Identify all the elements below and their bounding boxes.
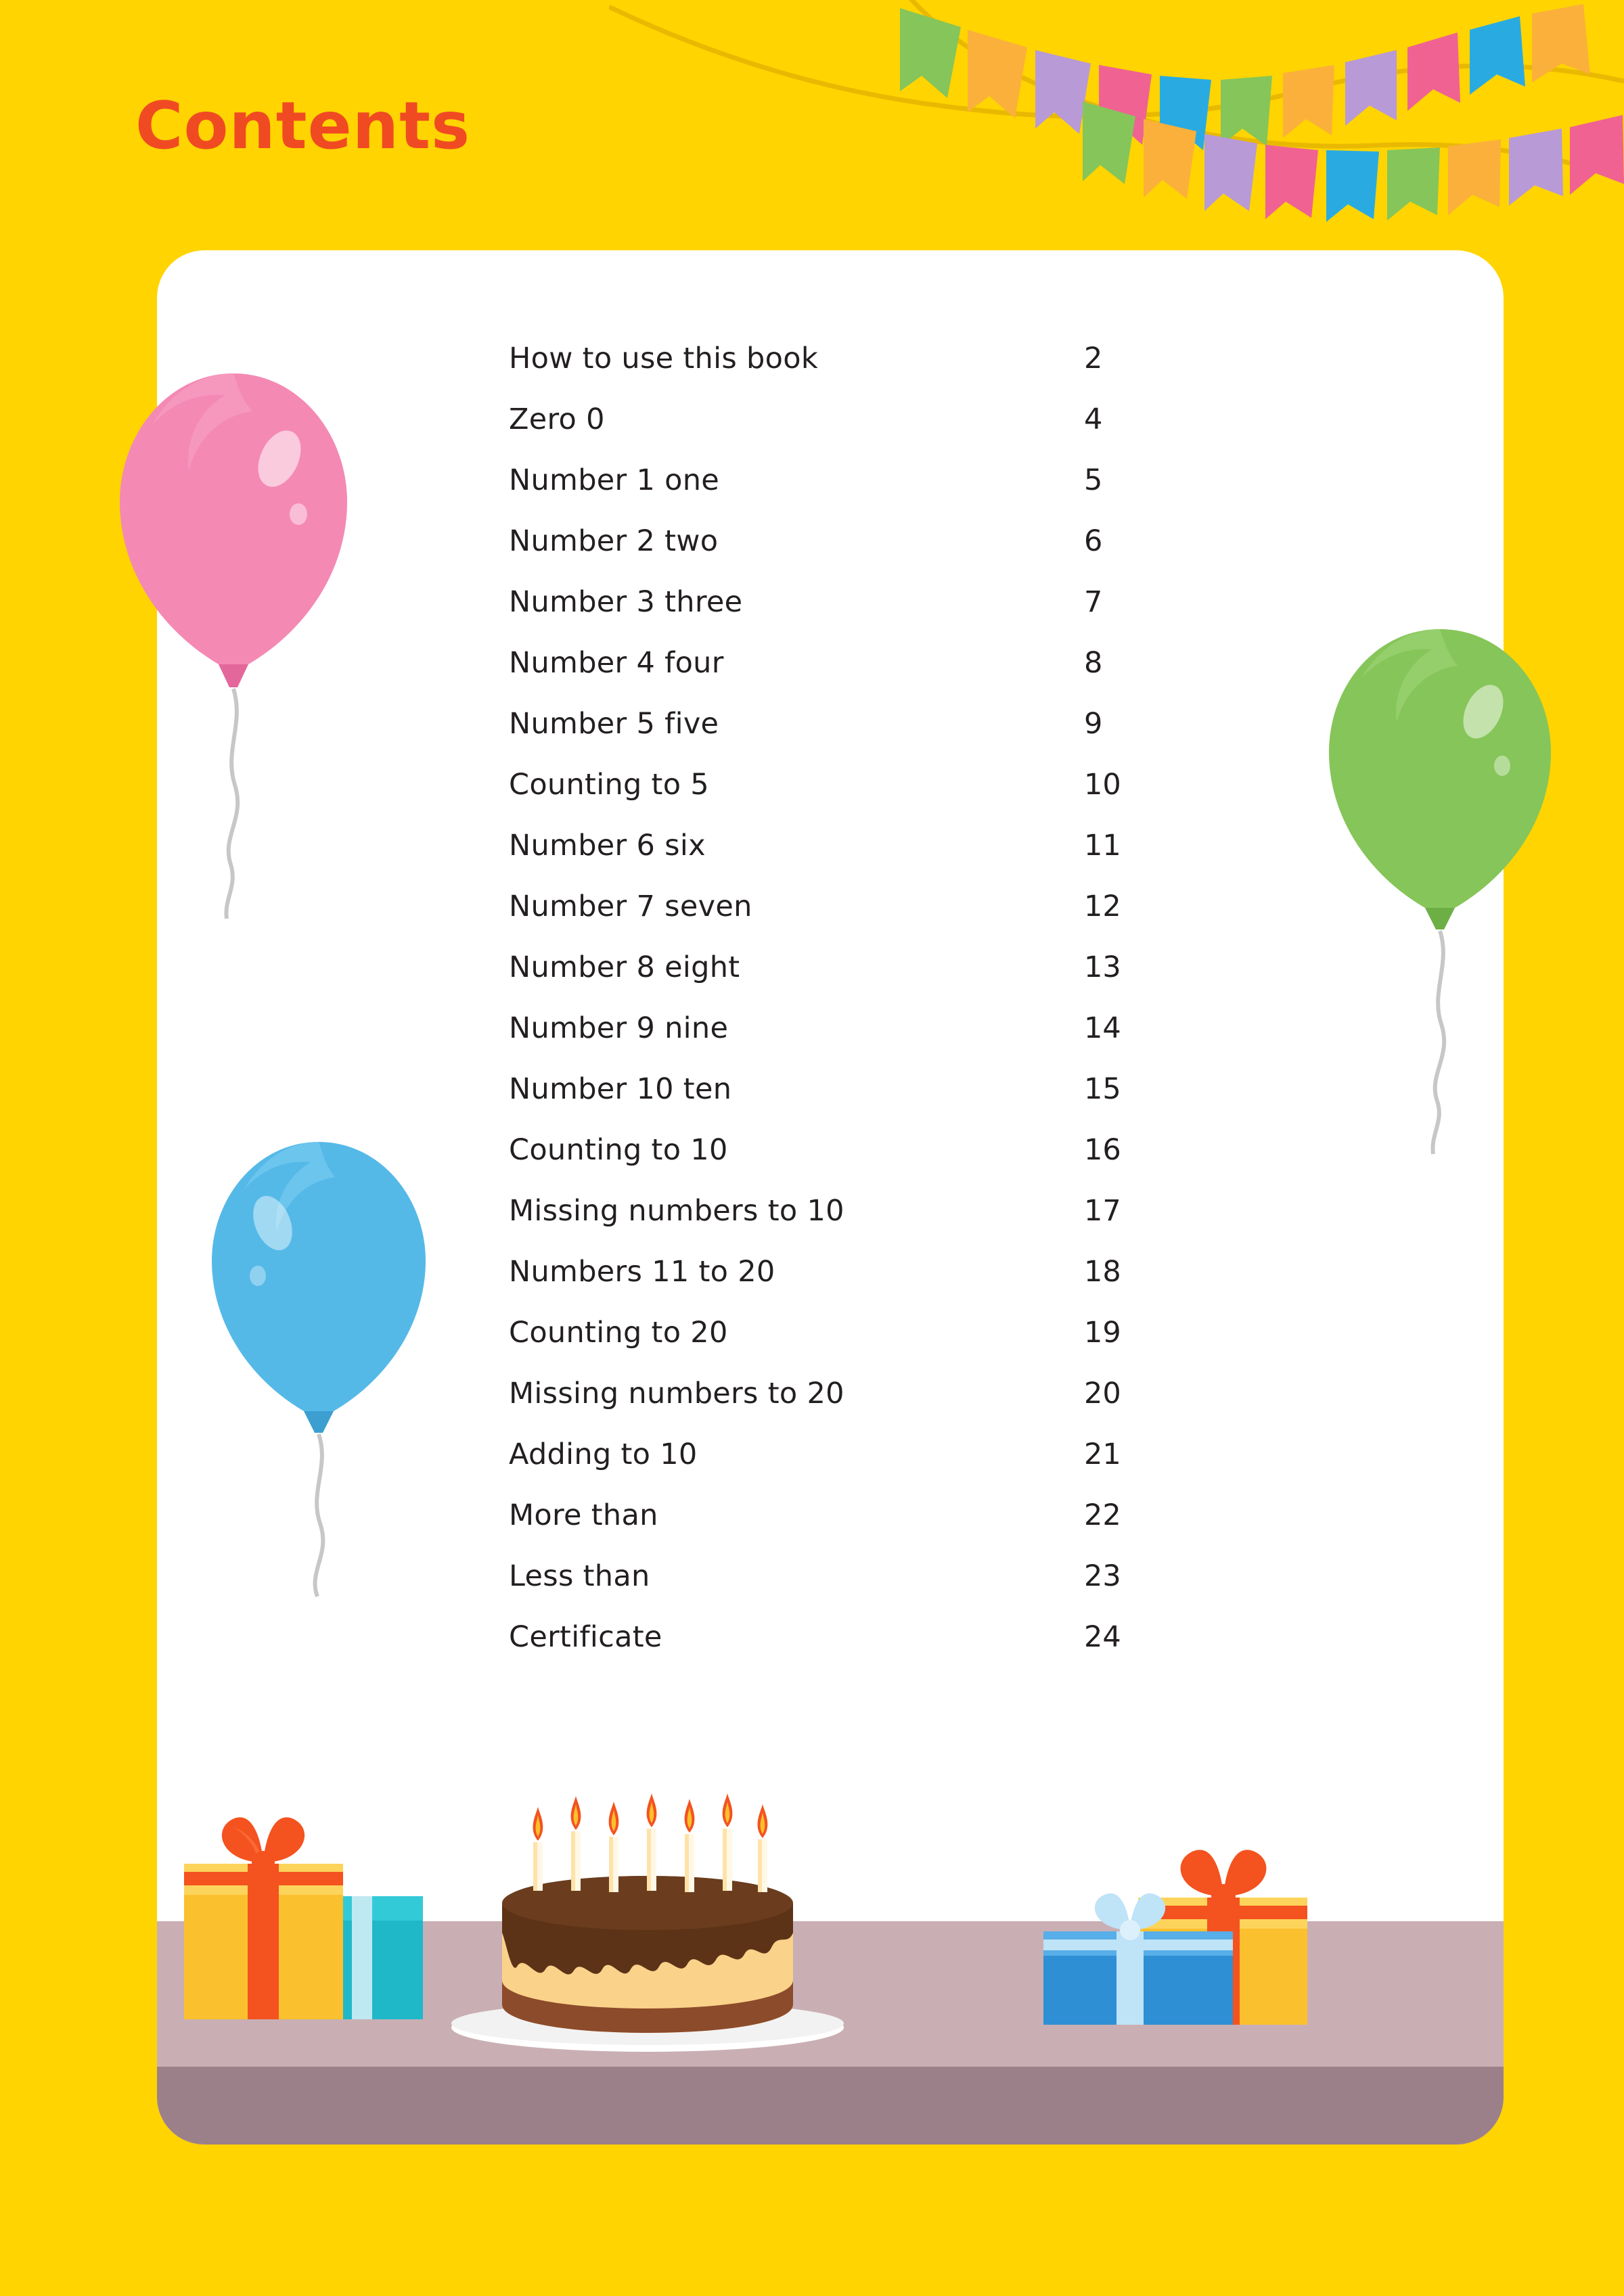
toc-row[interactable] bbox=[509, 1498, 1158, 1559]
toc-entry-label: Adding to 10 bbox=[509, 1438, 698, 1471]
page-title: Contents bbox=[135, 88, 471, 164]
toc-row[interactable] bbox=[509, 1620, 1158, 1681]
toc-entry-label: Missing numbers to 20 bbox=[509, 1377, 844, 1410]
table-of-contents bbox=[509, 342, 1158, 1681]
toc-entry-label: Number 3 three bbox=[509, 585, 743, 619]
toc-row[interactable] bbox=[509, 1377, 1158, 1438]
blue-balloon bbox=[193, 1123, 450, 1613]
toc-entry-label: Less than bbox=[509, 1559, 650, 1593]
toc-entry-label: Number 4 four bbox=[509, 646, 724, 680]
pink-balloon bbox=[105, 345, 362, 970]
toc-entry-page: 17 bbox=[1084, 1194, 1121, 1228]
toc-entry-page: 2 bbox=[1084, 342, 1103, 375]
table-surface bbox=[157, 1921, 1504, 2144]
toc-entry-label: How to use this book bbox=[509, 342, 819, 375]
toc-entry-label: Counting to 5 bbox=[509, 768, 709, 802]
toc-row[interactable] bbox=[509, 646, 1158, 707]
toc-row[interactable] bbox=[509, 1438, 1158, 1498]
toc-row[interactable] bbox=[509, 403, 1158, 463]
toc-entry-label: Zero 0 bbox=[509, 403, 605, 436]
toc-row[interactable] bbox=[509, 829, 1158, 890]
toc-entry-page: 4 bbox=[1084, 403, 1103, 436]
bunting-decoration bbox=[609, 0, 1624, 257]
toc-entry-page: 9 bbox=[1084, 707, 1103, 741]
toc-entry-page: 6 bbox=[1084, 524, 1103, 558]
toc-row[interactable] bbox=[509, 1072, 1158, 1133]
toc-entry-label: Number 1 one bbox=[509, 463, 720, 497]
toc-entry-page: 15 bbox=[1084, 1072, 1121, 1106]
toc-entry-label: Missing numbers to 10 bbox=[509, 1194, 844, 1228]
toc-entry-label: Number 9 nine bbox=[509, 1011, 729, 1045]
toc-row[interactable] bbox=[509, 463, 1158, 524]
toc-entry-page: 24 bbox=[1084, 1620, 1121, 1654]
toc-row[interactable] bbox=[509, 342, 1158, 403]
toc-row[interactable] bbox=[509, 1011, 1158, 1072]
toc-entry-page: 16 bbox=[1084, 1133, 1121, 1167]
toc-entry-label: Counting to 10 bbox=[509, 1133, 728, 1167]
toc-entry-page: 19 bbox=[1084, 1316, 1121, 1350]
toc-entry-label: Number 10 ten bbox=[509, 1072, 732, 1106]
toc-entry-page: 12 bbox=[1084, 890, 1121, 923]
toc-row[interactable] bbox=[509, 707, 1158, 768]
toc-entry-page: 11 bbox=[1084, 829, 1121, 863]
toc-row[interactable] bbox=[509, 890, 1158, 950]
toc-entry-page: 13 bbox=[1084, 950, 1121, 984]
toc-row[interactable] bbox=[509, 524, 1158, 585]
toc-entry-page: 21 bbox=[1084, 1438, 1121, 1471]
toc-entry-page: 20 bbox=[1084, 1377, 1121, 1410]
toc-entry-label: Numbers 11 to 20 bbox=[509, 1255, 775, 1289]
toc-entry-page: 14 bbox=[1084, 1011, 1121, 1045]
toc-entry-label: Number 5 five bbox=[509, 707, 719, 741]
toc-entry-page: 8 bbox=[1084, 646, 1103, 680]
toc-entry-page: 23 bbox=[1084, 1559, 1121, 1593]
toc-entry-label: Number 6 six bbox=[509, 829, 706, 863]
toc-row[interactable] bbox=[509, 950, 1158, 1011]
toc-row[interactable] bbox=[509, 1194, 1158, 1255]
toc-entry-page: 18 bbox=[1084, 1255, 1121, 1289]
toc-row[interactable] bbox=[509, 1133, 1158, 1194]
toc-entry-page: 5 bbox=[1084, 463, 1103, 497]
toc-entry-label: More than bbox=[509, 1498, 658, 1532]
toc-row[interactable] bbox=[509, 585, 1158, 646]
toc-entry-label: Counting to 20 bbox=[509, 1316, 728, 1350]
toc-entry-page: 7 bbox=[1084, 585, 1103, 619]
toc-row[interactable] bbox=[509, 768, 1158, 829]
toc-entry-label: Number 8 eight bbox=[509, 950, 740, 984]
toc-entry-label: Certificate bbox=[509, 1620, 662, 1654]
toc-entry-page: 10 bbox=[1084, 768, 1121, 802]
toc-row[interactable] bbox=[509, 1559, 1158, 1620]
table-front-edge bbox=[157, 2067, 1504, 2144]
toc-entry-label: Number 7 seven bbox=[509, 890, 752, 923]
toc-entry-label: Number 2 two bbox=[509, 524, 719, 558]
toc-row[interactable] bbox=[509, 1255, 1158, 1316]
green-balloon bbox=[1313, 609, 1570, 1207]
toc-row[interactable] bbox=[509, 1316, 1158, 1377]
toc-entry-page: 22 bbox=[1084, 1498, 1121, 1532]
